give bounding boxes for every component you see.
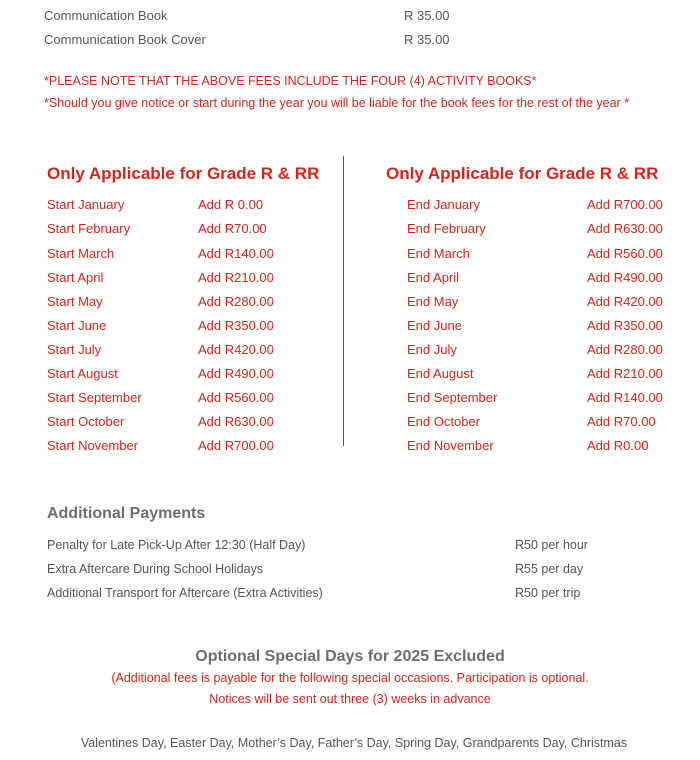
end-month-amount: Add R350.00 xyxy=(587,318,663,333)
start-month-label: Start February xyxy=(47,221,131,236)
start-month-amount: Add R560.00 xyxy=(198,390,274,405)
special-days-notice: Notices will be sent out three (3) weeks in advance xyxy=(209,692,491,706)
end-month-amount: Add R0.00 xyxy=(587,438,649,453)
end-month-label: End September xyxy=(407,390,498,405)
start-month-label: Start March xyxy=(47,246,115,261)
end-month-amount: Add R420.00 xyxy=(587,294,663,309)
start-month-amount: Add R140.00 xyxy=(198,246,274,261)
book-price: R 35.00 xyxy=(404,8,450,23)
start-table-title: Only Applicable for Grade R & RR xyxy=(47,164,320,183)
start-month-amount: Add R350.00 xyxy=(198,318,274,333)
special-days-note: (Additional fees is payable for the following special occasions. Participation is optional. xyxy=(111,671,589,685)
column-divider xyxy=(343,156,344,446)
start-month-label: Start June xyxy=(47,318,107,333)
end-month-amount: Add R490.00 xyxy=(587,270,663,285)
start-month-label: Start August xyxy=(47,366,118,381)
start-month-amount: Add R280.00 xyxy=(198,294,274,309)
payment-amount: R55 per day xyxy=(515,562,584,576)
book-price: R 35.00 xyxy=(404,32,450,47)
payment-label: Penalty for Late Pick-Up After 12:30 (Half Day) xyxy=(47,538,306,552)
end-month-label: End April xyxy=(407,270,460,285)
special-days-list: Valentines Day, Easter Day, Mother’s Day, Father’s Day, Spring Day, Grandparents Day, Christmas xyxy=(80,736,628,750)
end-month-amount: Add R630.00 xyxy=(587,221,663,236)
end-month-amount: Add R70.00 xyxy=(587,414,656,429)
end-month-label: End February xyxy=(407,221,486,236)
payment-label: Extra Aftercare During School Holidays xyxy=(47,562,264,576)
payment-amount: R50 per hour xyxy=(515,538,588,552)
book-label: Communication Book Cover xyxy=(44,32,206,47)
start-month-amount: Add R210.00 xyxy=(198,270,274,285)
start-month-amount: Add R 0.00 xyxy=(198,197,264,212)
end-month-amount: Add R280.00 xyxy=(587,342,663,357)
end-month-label: End November xyxy=(407,438,494,453)
start-month-label: Start October xyxy=(47,414,125,429)
end-month-amount: Add R560.00 xyxy=(587,246,663,261)
end-month-label: End October xyxy=(407,414,480,429)
start-month-label: Start January xyxy=(47,197,125,212)
activity-books-note: *PLEASE NOTE THAT THE ABOVE FEES INCLUDE THE FOUR (4) ACTIVITY BOOKS* xyxy=(44,74,537,88)
start-month-amount: Add R490.00 xyxy=(198,366,274,381)
end-month-label: End May xyxy=(407,294,459,309)
start-month-label: Start September xyxy=(47,390,142,405)
start-month-amount: Add R70.00 xyxy=(198,221,267,236)
special-days-title: Optional Special Days for 2025 Excluded xyxy=(195,648,505,665)
end-month-label: End August xyxy=(407,366,474,381)
start-month-label: Start July xyxy=(47,342,102,357)
payment-amount: R50 per trip xyxy=(515,586,581,600)
end-table-title: Only Applicable for Grade R & RR xyxy=(386,164,659,183)
end-month-amount: Add R700.00 xyxy=(587,197,663,212)
additional-payments-title: Additional Payments xyxy=(47,505,206,522)
end-month-label: End March xyxy=(407,246,470,261)
book-label: Communication Book xyxy=(44,8,168,23)
end-month-label: End January xyxy=(407,197,480,212)
end-month-label: End June xyxy=(407,318,462,333)
start-month-label: Start May xyxy=(47,294,103,309)
start-month-amount: Add R420.00 xyxy=(198,342,274,357)
end-month-amount: Add R140.00 xyxy=(587,390,663,405)
start-month-label: Start November xyxy=(47,438,139,453)
start-month-amount: Add R700.00 xyxy=(198,438,274,453)
end-month-amount: Add R210.00 xyxy=(587,366,663,381)
payment-label: Additional Transport for Aftercare (Extra Activities) xyxy=(47,586,323,600)
start-month-amount: Add R630.00 xyxy=(198,414,274,429)
end-month-label: End July xyxy=(407,342,457,357)
book-fees-note: *Should you give notice or start during the year you will be liable for the book fees for the rest of the year * xyxy=(44,96,630,110)
start-month-label: Start April xyxy=(47,270,104,285)
